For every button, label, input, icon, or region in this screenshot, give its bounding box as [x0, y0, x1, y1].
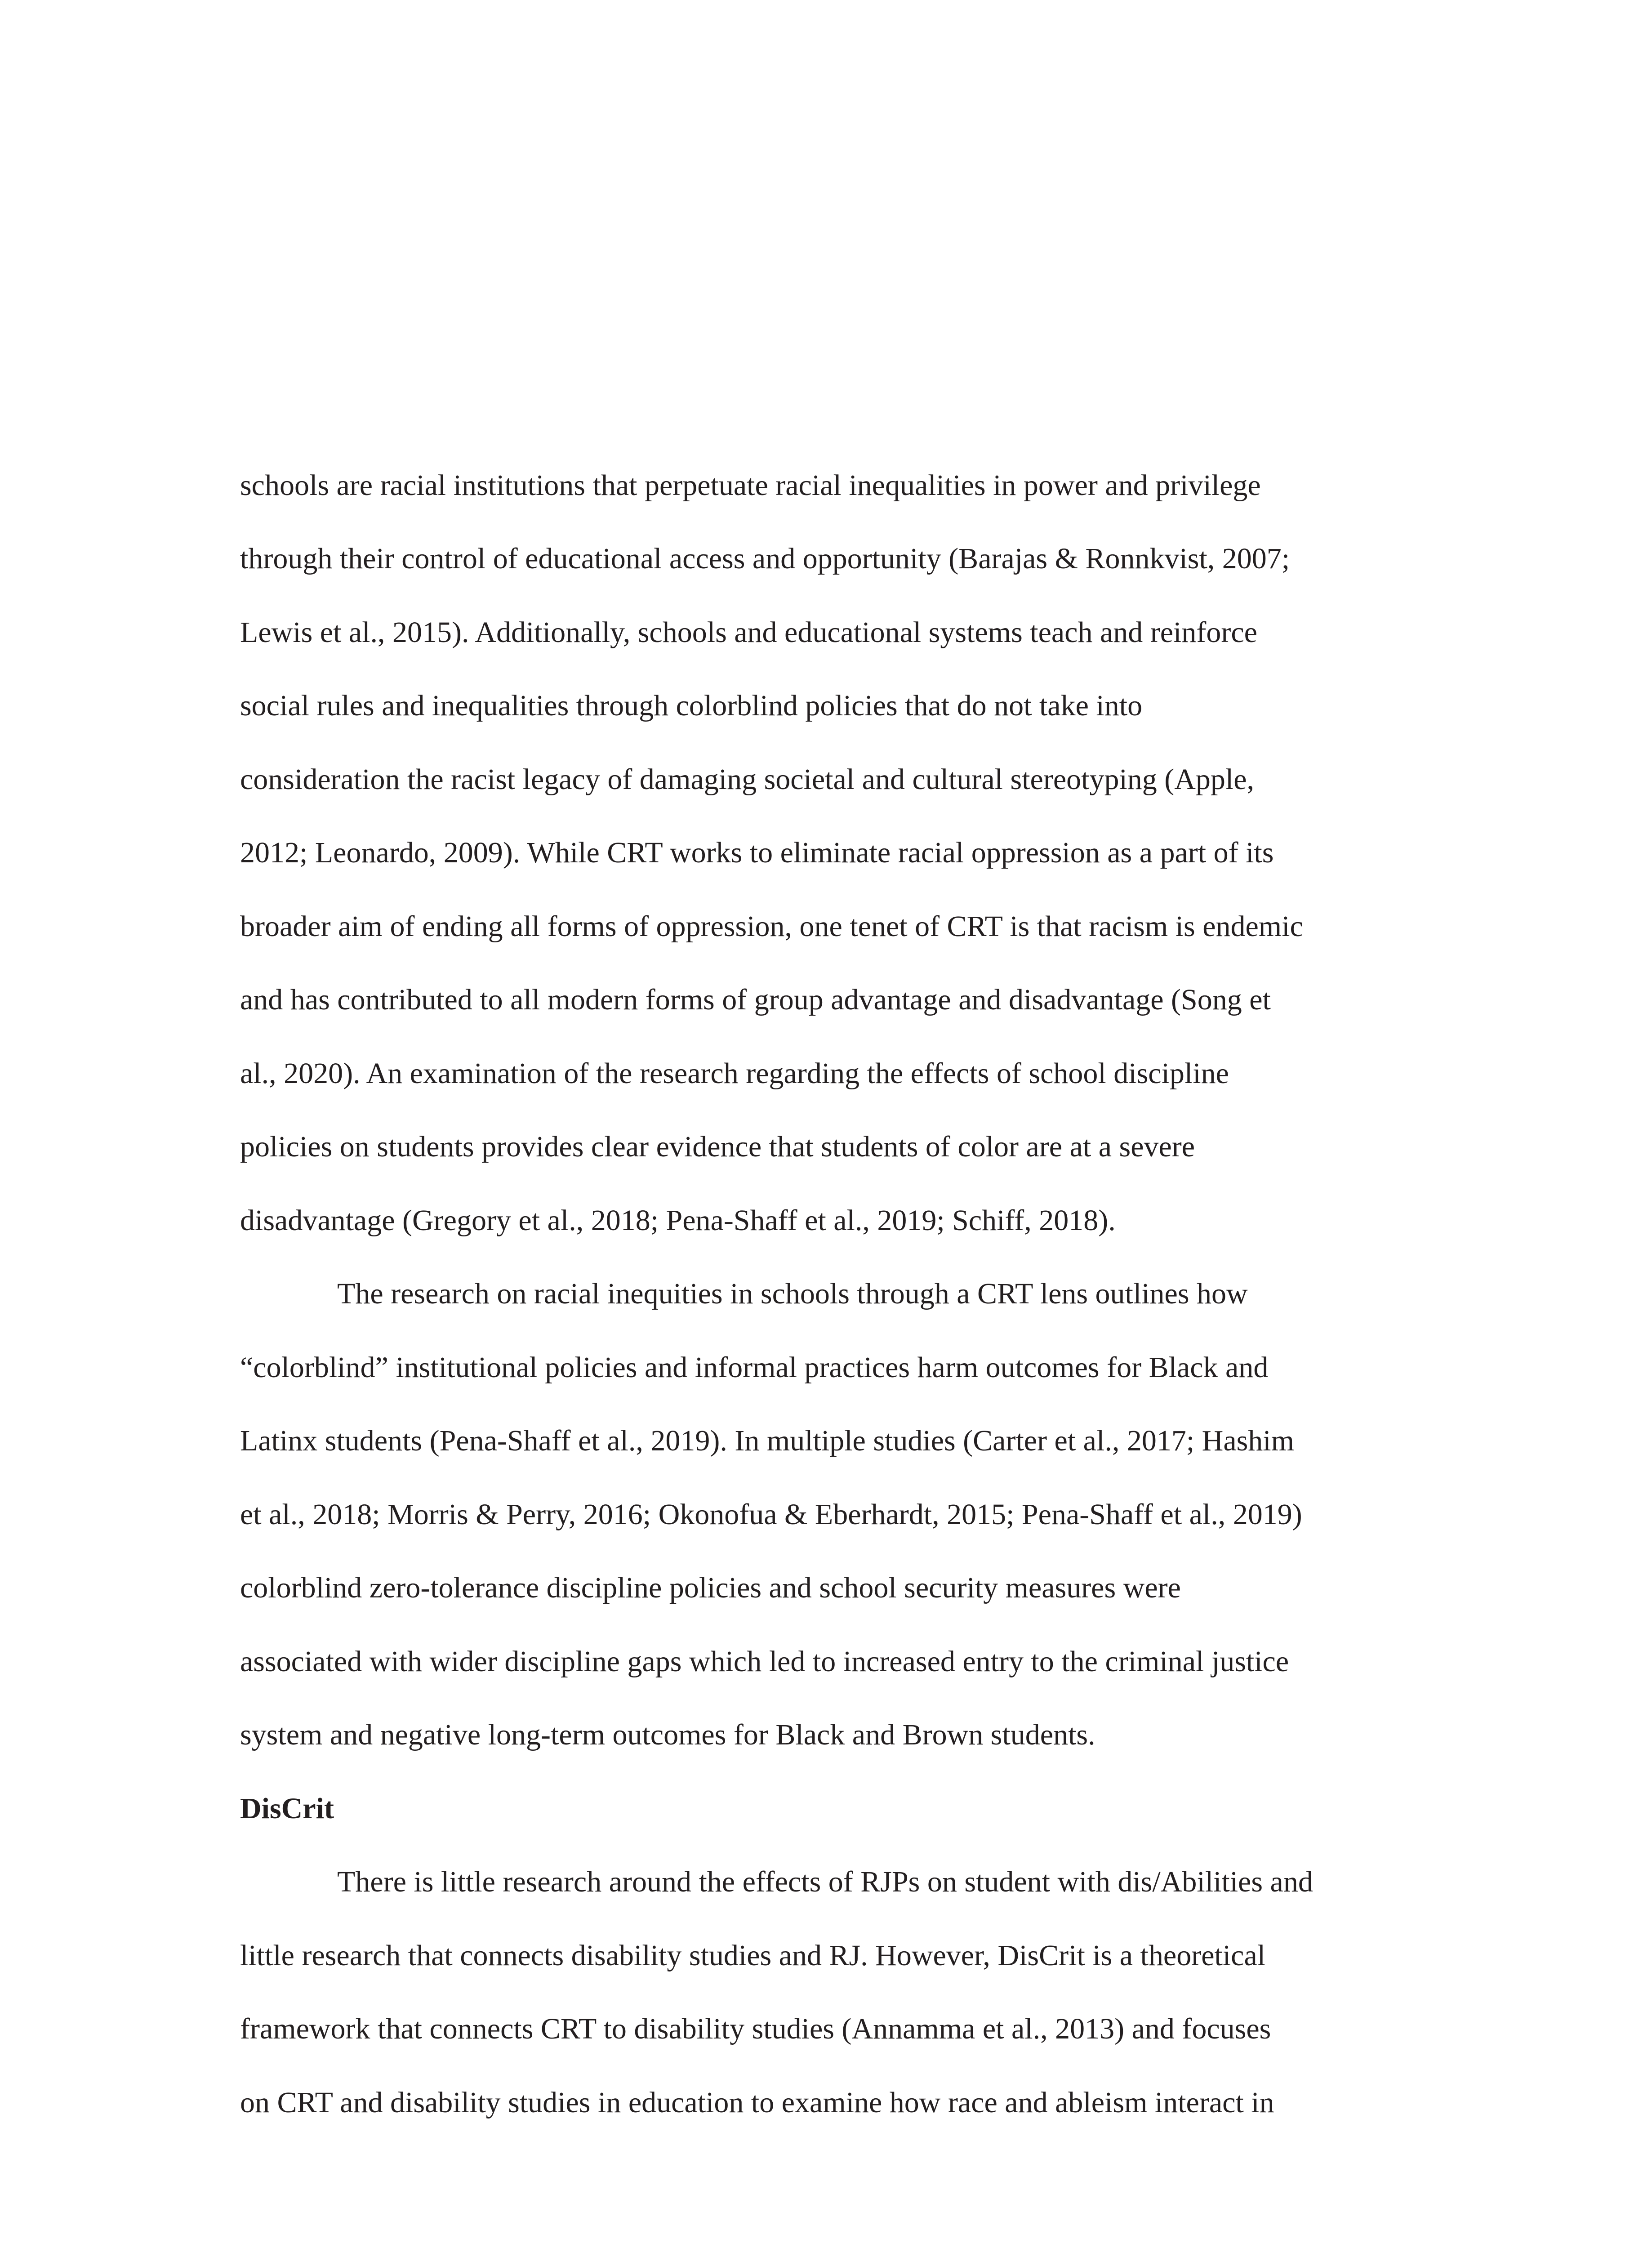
text-line: associated with wider discipline gaps which led to increased entry to the criminal justice — [240, 1645, 1289, 1678]
text-line: little research that connects disability studies and RJ. However, DisCrit is a theoretical — [240, 1939, 1266, 1972]
text-line: al., 2020). An examination of the research regarding the effects of school discipline — [240, 1057, 1229, 1090]
text-line: schools are racial institutions that perpetuate racial inequalities in power and privilege — [240, 469, 1261, 502]
text-line: colorblind zero-tolerance discipline policies and school security measures were — [240, 1571, 1181, 1604]
text-line: broader aim of ending all forms of oppression, one tenet of CRT is that racism is endemic — [240, 910, 1303, 943]
text-line: The research on racial inequities in schools through a CRT lens outlines how — [337, 1277, 1248, 1310]
section-heading: DisCrit — [240, 1792, 334, 1825]
text-line: Latinx students (Pena-Shaff et al., 2019). In multiple studies (Carter et al., 2017; Hashim — [240, 1424, 1294, 1457]
text-line: system and negative long-term outcomes for Black and Brown students. — [240, 1718, 1095, 1751]
text-line: on CRT and disability studies in education to examine how race and ableism interact in — [240, 2086, 1274, 2119]
text-line: 2012; Leonardo, 2009). While CRT works to eliminate racial oppression as a part of its — [240, 836, 1274, 869]
text-line: framework that connects CRT to disability studies (Annamma et al., 2013) and focuses — [240, 2012, 1271, 2045]
text-line: and has contributed to all modern forms of group advantage and disadvantage (Song et — [240, 983, 1271, 1016]
text-line: disadvantage (Gregory et al., 2018; Pena-Shaff et al., 2019; Schiff, 2018). — [240, 1204, 1116, 1237]
text-line: policies on students provides clear evidence that students of color are at a severe — [240, 1130, 1195, 1163]
text-line: social rules and inequalities through colorblind policies that do not take into — [240, 689, 1143, 722]
text-line: Lewis et al., 2015). Additionally, schools and educational systems teach and reinforce — [240, 616, 1257, 649]
text-line: through their control of educational access and opportunity (Barajas & Ronnkvist, 2007; — [240, 542, 1290, 575]
text-line: There is little research around the effects of RJPs on student with dis/Abilities and — [337, 1865, 1313, 1898]
text-line: et al., 2018; Morris & Perry, 2016; Okonofua & Eberhardt, 2015; Pena-Shaff et al., 2019) — [240, 1498, 1302, 1531]
text-line: consideration the racist legacy of damaging societal and cultural stereotyping (Apple, — [240, 763, 1255, 796]
text-line: “colorblind” institutional policies and informal practices harm outcomes for Black and — [240, 1351, 1269, 1384]
